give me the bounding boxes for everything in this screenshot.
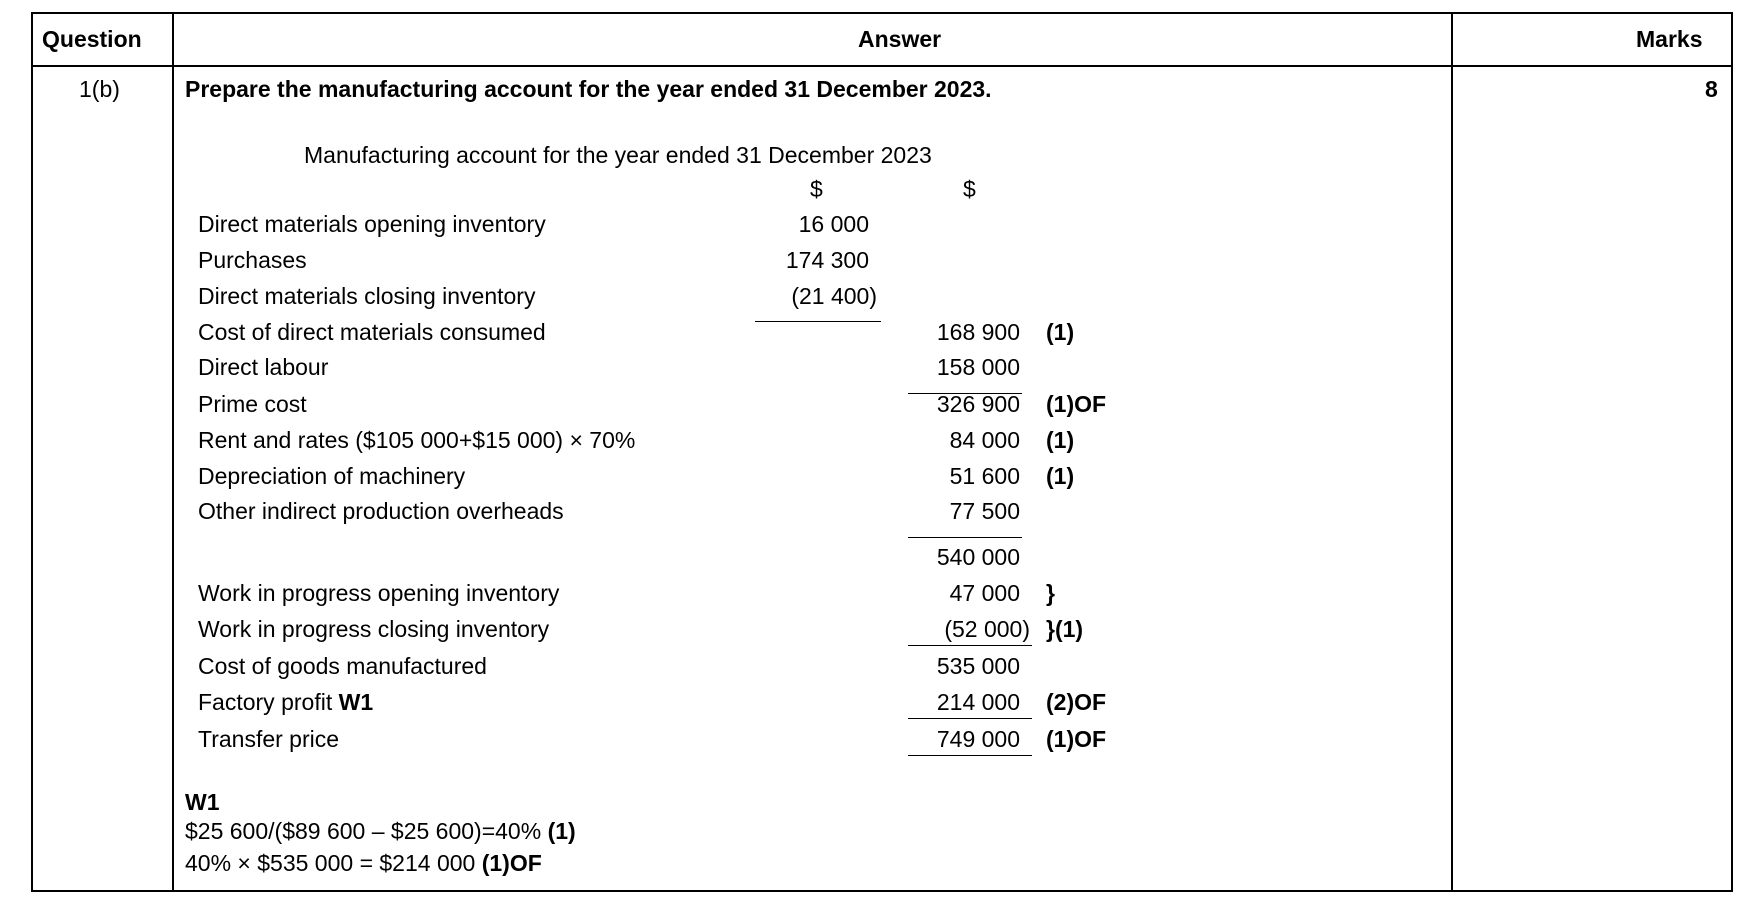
row-label: Other indirect production overheads bbox=[198, 498, 564, 524]
row-label: Depreciation of machinery bbox=[198, 463, 466, 489]
col1-currency: $ bbox=[810, 176, 823, 202]
column-divider-question bbox=[172, 14, 174, 890]
total-underline bbox=[908, 755, 1032, 756]
header-marks: Marks bbox=[1636, 26, 1703, 52]
subtotal-underline bbox=[755, 321, 881, 322]
row-label: Prime cost bbox=[198, 391, 307, 417]
row-label: Direct materials opening inventory bbox=[198, 211, 546, 237]
row-label: Work in progress closing inventory bbox=[198, 616, 550, 642]
row-col2-value: 326 900 bbox=[936, 391, 1020, 417]
row-label: Work in progress opening inventory bbox=[198, 580, 560, 606]
header-question: Question bbox=[42, 26, 142, 52]
row-label: Direct materials closing inventory bbox=[198, 283, 536, 309]
row-col1-value: 16 000 bbox=[798, 211, 869, 237]
row-label: Rent and rates ($105 000+$15 000) × 70% bbox=[198, 427, 636, 453]
row-col2-value: 51 600 bbox=[949, 463, 1020, 489]
subtotal-underline bbox=[908, 718, 1032, 719]
row-label: Factory profit W1 bbox=[198, 689, 374, 715]
row-label: Transfer price bbox=[198, 726, 340, 752]
row-label: Cost of goods manufactured bbox=[198, 653, 487, 679]
row-col2-value: 168 900 bbox=[936, 319, 1020, 345]
subtotal-underline bbox=[908, 645, 1032, 646]
row-col2-value: 214 000 bbox=[936, 689, 1020, 715]
row-mark: } bbox=[1046, 580, 1055, 606]
row-mark: (1) bbox=[1046, 463, 1075, 489]
marks-value: 8 bbox=[1705, 76, 1718, 102]
subtotal-underline bbox=[908, 537, 1022, 538]
row-col2-value: 158 000 bbox=[936, 354, 1020, 380]
workings-heading: W1 bbox=[185, 789, 220, 815]
header-answer: Answer bbox=[858, 26, 942, 52]
row-col2-value: 540 000 bbox=[936, 544, 1020, 570]
row-col2-value: 77 500 bbox=[949, 498, 1020, 524]
row-col2-value: 47 000 bbox=[949, 580, 1020, 606]
instruction-text: Prepare the manufacturing account for the year ended 31 December 2023. bbox=[185, 76, 992, 102]
row-mark: }(1) bbox=[1046, 616, 1084, 642]
row-mark: (1) bbox=[1046, 319, 1075, 345]
row-col1-value: 174 300 bbox=[785, 247, 869, 273]
account-title: Manufacturing account for the year ended 31 December 2023 bbox=[304, 142, 932, 168]
row-col2-value: 749 000 bbox=[936, 726, 1020, 752]
header-divider bbox=[33, 65, 1731, 67]
row-col2-value: (52 000) bbox=[944, 616, 1030, 642]
row-mark: (1) bbox=[1046, 427, 1075, 453]
row-mark: (1)OF bbox=[1046, 391, 1107, 417]
row-mark: (2)OF bbox=[1046, 689, 1107, 715]
row-col1-value: (21 400) bbox=[791, 283, 877, 309]
row-mark: (1)OF bbox=[1046, 726, 1107, 752]
column-divider-marks bbox=[1451, 14, 1453, 890]
row-col2-value: 535 000 bbox=[936, 653, 1020, 679]
row-label: Direct labour bbox=[198, 354, 329, 380]
col2-currency: $ bbox=[963, 176, 976, 202]
workings-line-2: 40% × $535 000 = $214 000 (1)OF bbox=[185, 850, 542, 876]
question-number: 1(b) bbox=[79, 76, 120, 102]
workings-line-1: $25 600/($89 600 – $25 600)=40% (1) bbox=[185, 818, 576, 844]
row-label: Purchases bbox=[198, 247, 307, 273]
row-col2-value: 84 000 bbox=[949, 427, 1020, 453]
row-label: Cost of direct materials consumed bbox=[198, 319, 546, 345]
